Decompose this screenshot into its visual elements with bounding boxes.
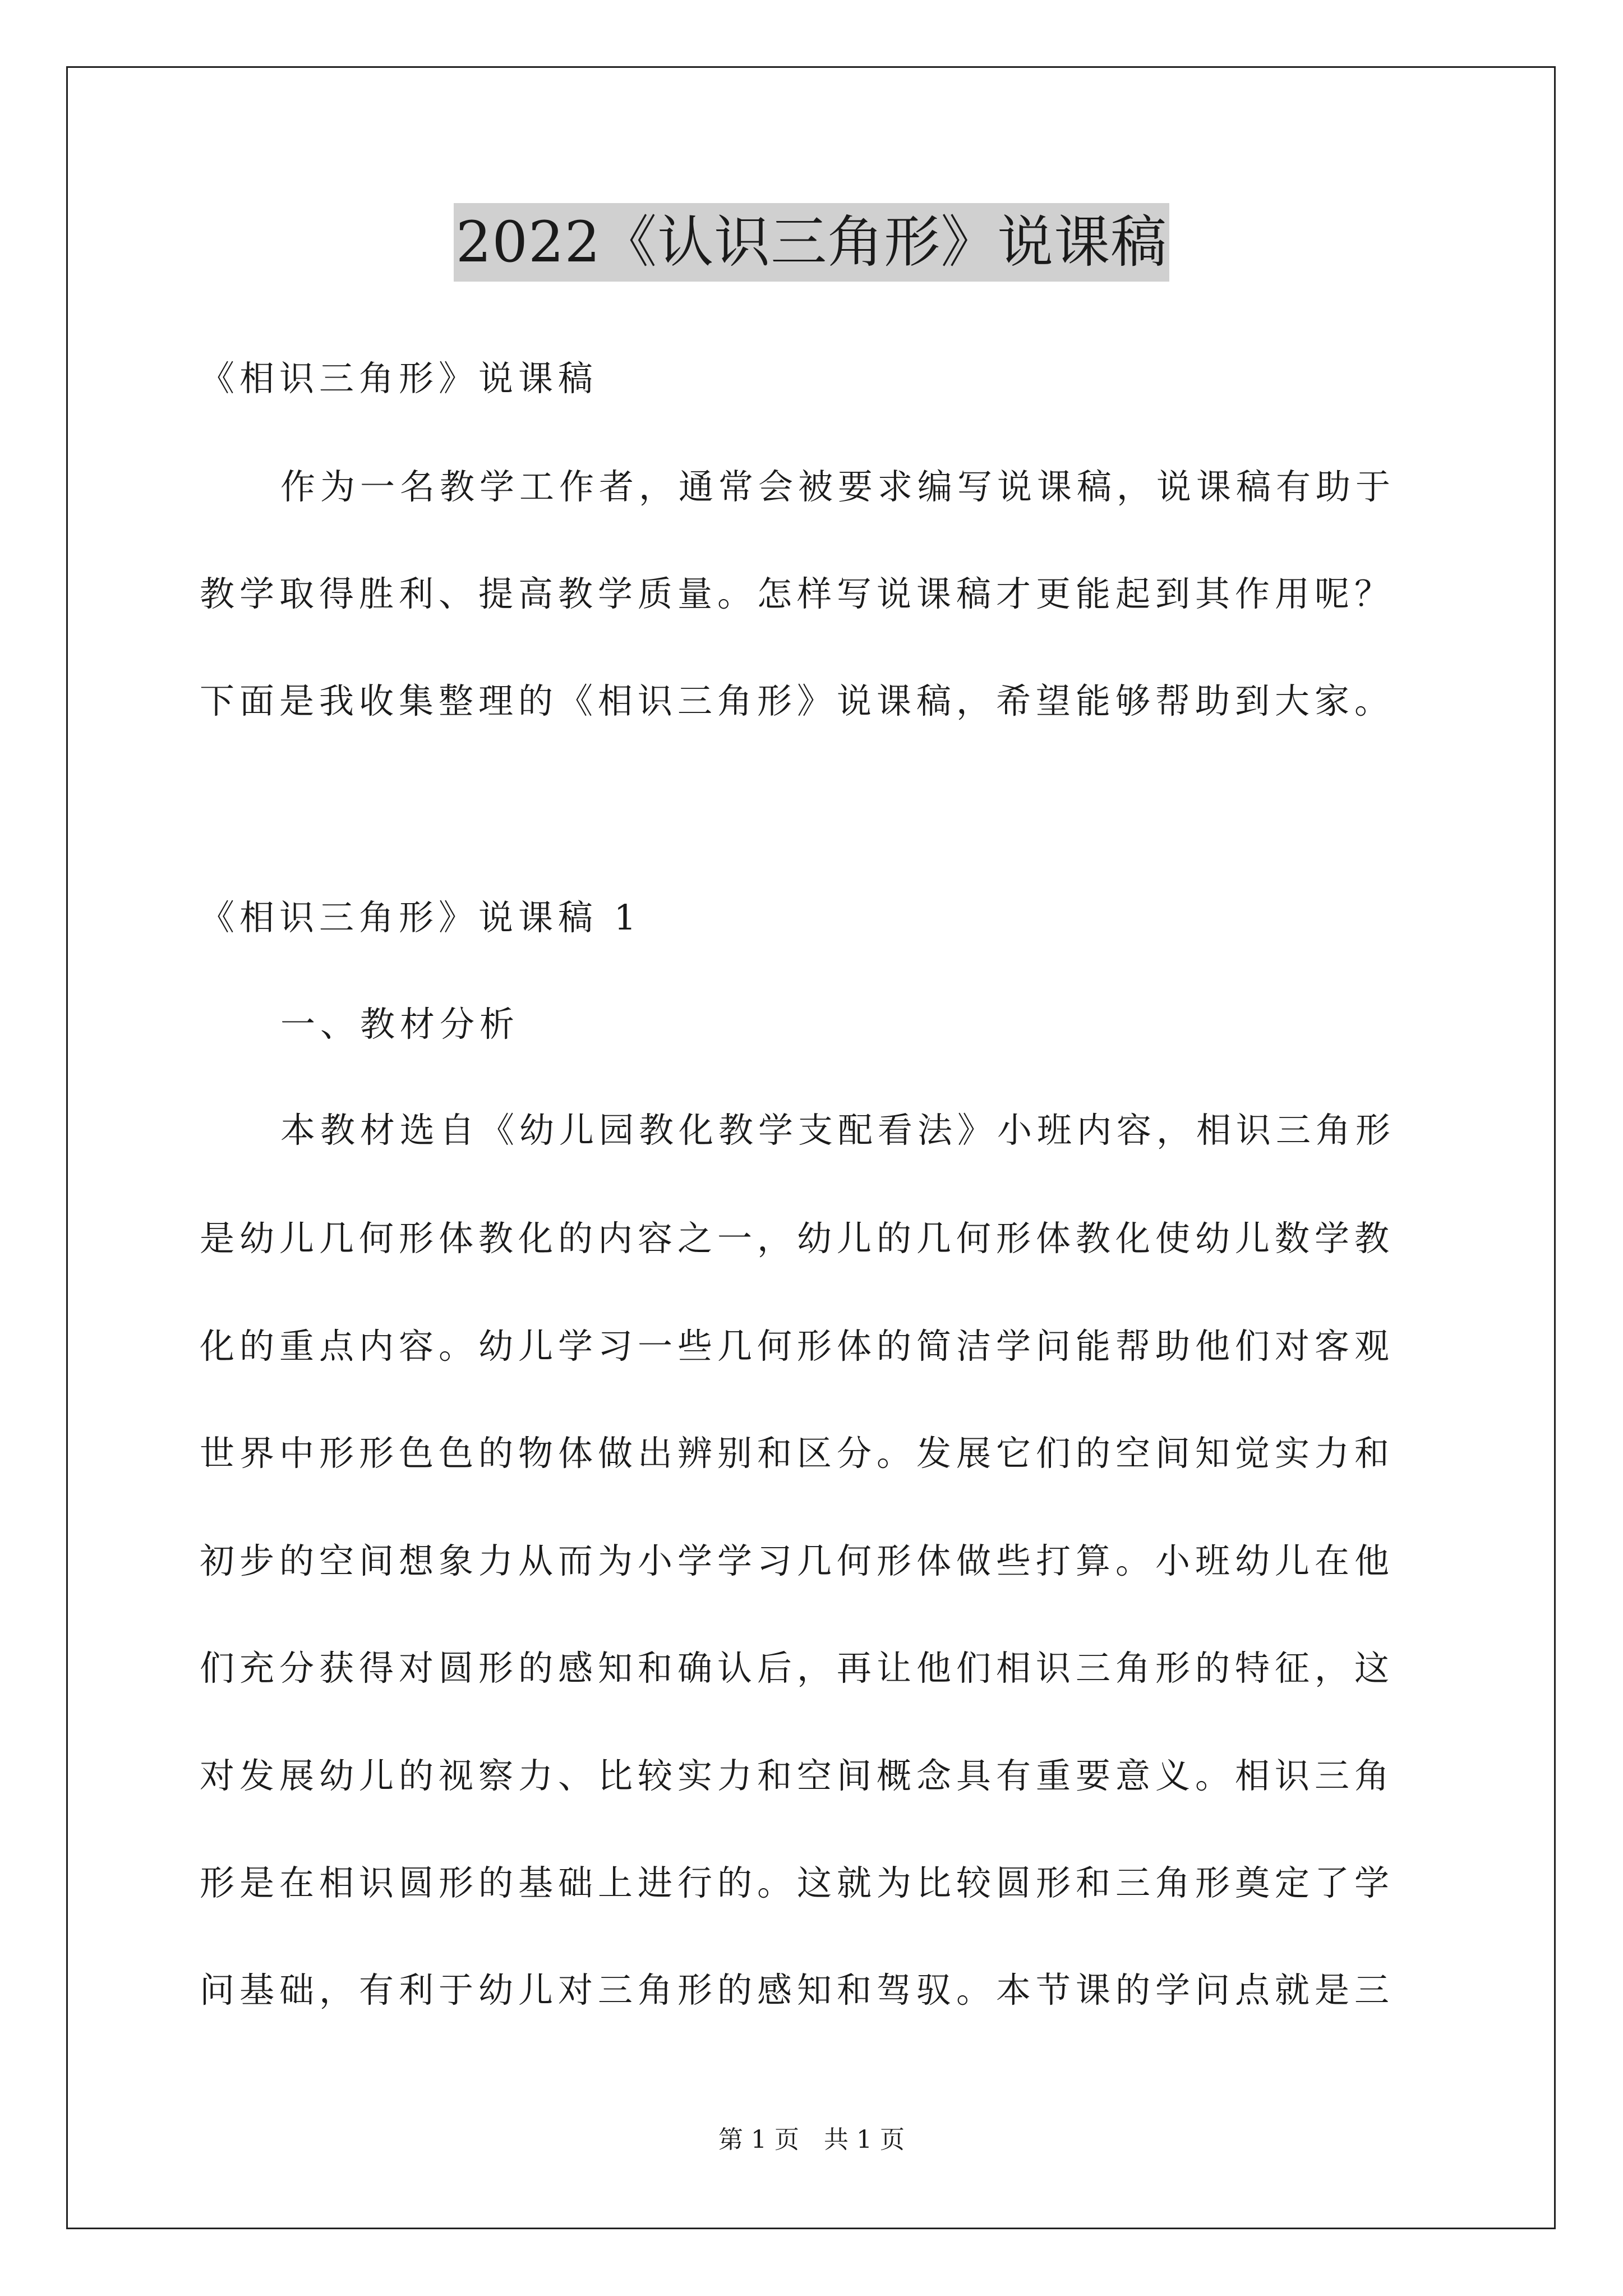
section-title: 《相识三角形》说课稿 1: [200, 897, 642, 938]
body-line-1: 本教材选自《幼儿园教化教学支配看法》小班内容，相识三角形: [280, 1110, 1396, 1151]
intro-line-1: 作为一名教学工作者，通常会被要求编写说课稿，说课稿有助于: [280, 466, 1396, 507]
intro-line-2: 教学取得胜利、提高教学质量。怎样写说课稿才更能起到其作用呢？: [200, 573, 1395, 614]
body-line-4: 世界中形形色色的物体做出辨别和区分。发展它们的空间知觉实力和: [200, 1433, 1395, 1474]
title-container: [0, 203, 1623, 282]
body-line-8: 形是在相识圆形的基础上进行的。这就为比较圆形和三角形奠定了学: [200, 1862, 1395, 1903]
body-line-9: 问基础，有利于幼儿对三角形的感知和驾驭。本节课的学问点就是三: [200, 1970, 1395, 2010]
body-line-5: 初步的空间想象力从而为小学学习几何形体做些打算。小班幼儿在他: [200, 1540, 1395, 1581]
body-line-7: 对发展幼儿的视察力、比较实力和空间概念具有重要意义。相识三角: [200, 1755, 1395, 1796]
section-heading: 一、教材分析: [280, 1004, 520, 1045]
subtitle: 《相识三角形》说课稿: [200, 358, 598, 399]
intro-line-3: 下面是我收集整理的《相识三角形》说课稿，希望能够帮助到大家。: [200, 680, 1395, 721]
body-line-3: 化的重点内容。幼儿学习一些几何形体的简洁学问能帮助他们对客观: [200, 1326, 1395, 1366]
body-line-2: 是幼儿几何形体教化的内容之一，幼儿的几何形体教化使幼儿数学教: [200, 1218, 1395, 1259]
page-footer: 第 1 页 共 1 页: [718, 2125, 905, 2154]
document-title: 2022《认识三角形》说课稿: [454, 203, 1170, 282]
body-line-6: 们充分获得对圆形的感知和确认后，再让他们相识三角形的特征，这: [200, 1648, 1395, 1688]
